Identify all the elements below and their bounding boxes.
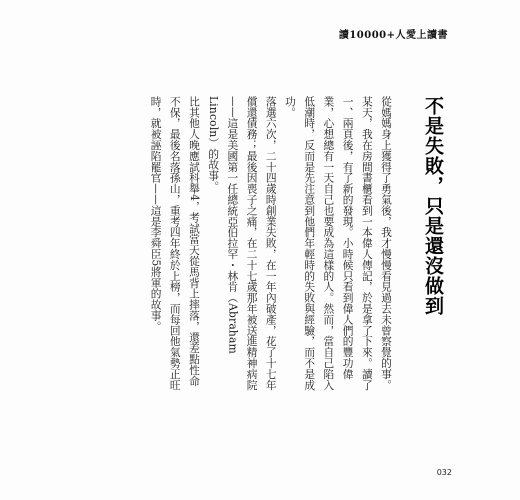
paragraph: 從媽媽身上獲得了勇氣後，我才慢慢看見過去未曾察覺的事。: [380, 96, 393, 391]
body-text: [41, 96, 396, 396]
running-header: 讀10000+人愛上讀書: [338, 30, 448, 41]
chapter-heading: 不是失敗，只是還沒做到: [422, 96, 444, 316]
page-number: 032: [436, 468, 452, 477]
paragraph: 比其他人晚應試科舉4，考試當天從馬背上摔落，還差點性命不保，最後名落孫山，重考四年終於上榜，而每回他氣勢正旺時，就被誣陷罷官——這是李舜臣5將軍的故事。: [149, 96, 201, 391]
paragraph: 落選六次，二十四歲時創業失敗，在一年內破產，花了十七年償還債務；最後因喪子之痛，在二十七歲那年被送進精神病院——這是美國第一任總統亞伯拉罕・林肯（Abraham Lincoln）的故事。: [207, 96, 278, 391]
paragraph: 某天，我在房間書櫃看到一本偉人傳記，於是拿了下來。讀了一、兩頁後，有了新的發現。小時候只看到偉人們的豐功偉業，心想總有一天自己也要成為這樣的人。然而，當自己陷入低潮時，反而是先注意到他們年輕時的失敗與經驗，而不是成功。: [283, 96, 374, 391]
